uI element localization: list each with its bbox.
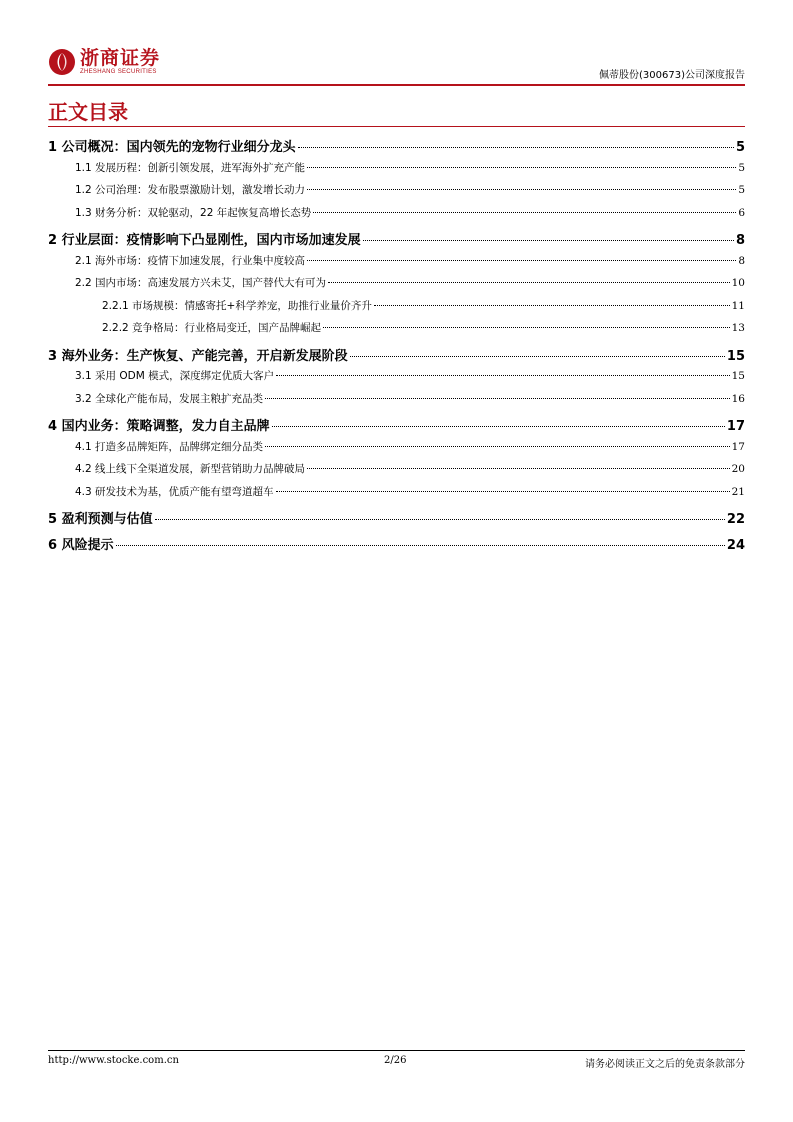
toc-title: 正文目录 (48, 100, 128, 124)
toc-dot-leader (307, 167, 736, 168)
toc-dot-leader (276, 491, 730, 492)
toc-entry-label: 2.2.2 竞争格局：行业格局变迁，国产品牌崛起 (102, 322, 322, 334)
logo-chinese-name: 浙商证券 (80, 47, 161, 69)
page-header (48, 48, 745, 84)
toc-entry-page: 13 (731, 322, 745, 334)
toc-entry-label: 4.2 线上线下全渠道发展，新型营销助力品牌破局 (75, 463, 306, 475)
table-of-contents (48, 134, 745, 557)
toc-entry-label: 1.2 公司治理：发布股票激励计划，激发增长动力 (75, 184, 306, 196)
toc-entry-page: 24 (726, 537, 745, 553)
toc-entry-label: 2 行业层面：疫情影响下凸显刚性，国内市场加速发展 (48, 233, 361, 248)
toc-dot-leader (272, 426, 725, 427)
toc-entry-level2[interactable] (48, 461, 745, 484)
toc-entry-label: 2.2 国内市场：高速发展方兴未艾，国产替代大有可为 (75, 277, 327, 289)
toc-entry-level2[interactable] (48, 368, 745, 391)
toc-entry-level1[interactable] (48, 413, 745, 439)
toc-dot-leader (307, 260, 736, 261)
toc-dot-leader (307, 189, 736, 190)
toc-entry-label: 2.1 海外市场：疫情下加速发展，行业集中度较高 (75, 254, 306, 267)
footer-divider (48, 1050, 745, 1051)
footer-url-link[interactable]: http://www.stocke.com.cn (48, 1055, 179, 1066)
toc-entry-level2[interactable] (48, 160, 745, 183)
header-divider (48, 84, 745, 86)
toc-entry-level1[interactable] (48, 227, 745, 253)
toc-entry-label: 1.3 财务分析：双轮驱动，22 年起恢复高增长态势 (75, 206, 312, 219)
toc-entry-level1[interactable] (48, 134, 745, 160)
toc-entry-page: 15 (731, 370, 745, 382)
toc-entry-page: 11 (731, 299, 745, 312)
toc-dot-leader (363, 240, 734, 241)
toc-entry-label: 3.2 全球化产能布局，发展主粮扩充品类 (75, 392, 264, 405)
toc-entry-level3[interactable] (48, 320, 745, 343)
toc-entry-page: 22 (726, 512, 745, 527)
toc-entry-page: 10 (731, 277, 745, 289)
toc-entry-level2[interactable] (48, 275, 745, 298)
toc-entry-page: 17 (731, 440, 745, 453)
toc-entry-level1[interactable] (48, 506, 745, 532)
toc-entry-page: 21 (731, 485, 745, 498)
toc-entry-label: 1 公司概况：国内领先的宠物行业细分龙头 (48, 140, 296, 155)
toc-title-divider (48, 126, 745, 127)
toc-entry-level2[interactable] (48, 205, 745, 228)
toc-entry-label: 3 海外业务：生产恢复、产能完善，开启新发展阶段 (48, 348, 348, 364)
toc-entry-label: 4.1 打造多品牌矩阵，品牌绑定细分品类 (75, 440, 264, 453)
page-footer (48, 1055, 745, 1071)
toc-dot-leader (313, 212, 736, 213)
toc-entry-page: 5 (738, 184, 745, 196)
report-tag: 佩蒂股份(300673)公司深度报告 (599, 70, 745, 81)
toc-entry-page: 15 (726, 348, 745, 364)
toc-entry-label: 4 国内业务：策略调整，发力自主品牌 (48, 419, 270, 434)
company-logo (48, 48, 160, 76)
toc-entry-level2[interactable] (48, 391, 745, 414)
zheshang-logo-icon (48, 48, 76, 76)
toc-entry-level2[interactable] (48, 182, 745, 205)
toc-entry-label: 1.1 发展历程：创新引领发展，进军海外扩充产能 (75, 161, 306, 174)
toc-entry-level3[interactable] (48, 298, 745, 321)
toc-entry-level2[interactable] (48, 439, 745, 462)
toc-dot-leader (307, 468, 730, 469)
toc-entry-label: 4.3 研发技术为基，优质产能有望弯道超车 (75, 485, 274, 498)
toc-entry-page: 5 (735, 140, 745, 155)
toc-dot-leader (265, 446, 730, 447)
toc-entry-page: 8 (738, 254, 745, 267)
toc-dot-leader (328, 282, 730, 283)
toc-entry-level2[interactable] (48, 484, 745, 507)
toc-dot-leader (265, 398, 730, 399)
toc-entry-level1[interactable] (48, 343, 745, 369)
toc-entry-label: 5 盈利预测与估值 (48, 512, 153, 527)
toc-entry-level2[interactable] (48, 253, 745, 276)
toc-entry-page: 16 (731, 392, 745, 405)
toc-dot-leader (155, 519, 725, 520)
toc-dot-leader (276, 375, 730, 376)
toc-entry-label: 2.2.1 市场规模：情感寄托+科学养宠，助推行业量价齐升 (102, 299, 372, 312)
footer-page-number: 2/26 (384, 1055, 407, 1066)
toc-entry-page: 20 (731, 463, 745, 475)
toc-entry-page: 8 (735, 233, 745, 248)
toc-dot-leader (116, 545, 725, 546)
toc-entry-page: 5 (738, 161, 745, 174)
toc-dot-leader (323, 327, 730, 328)
toc-entry-page: 6 (738, 206, 745, 219)
footer-disclaimer: 请务必阅读正文之后的免责条款部分 (585, 1059, 745, 1070)
toc-entry-page: 17 (726, 419, 745, 434)
logo-english-name: ZHESHANG SECURITIES (80, 69, 157, 75)
toc-entry-level1[interactable] (48, 532, 745, 558)
toc-dot-leader (298, 147, 734, 148)
toc-entry-label: 6 风险提示 (48, 537, 114, 553)
toc-dot-leader (374, 305, 730, 306)
toc-entry-label: 3.1 采用 ODM 模式，深度绑定优质大客户 (75, 370, 275, 382)
toc-dot-leader (350, 356, 725, 357)
